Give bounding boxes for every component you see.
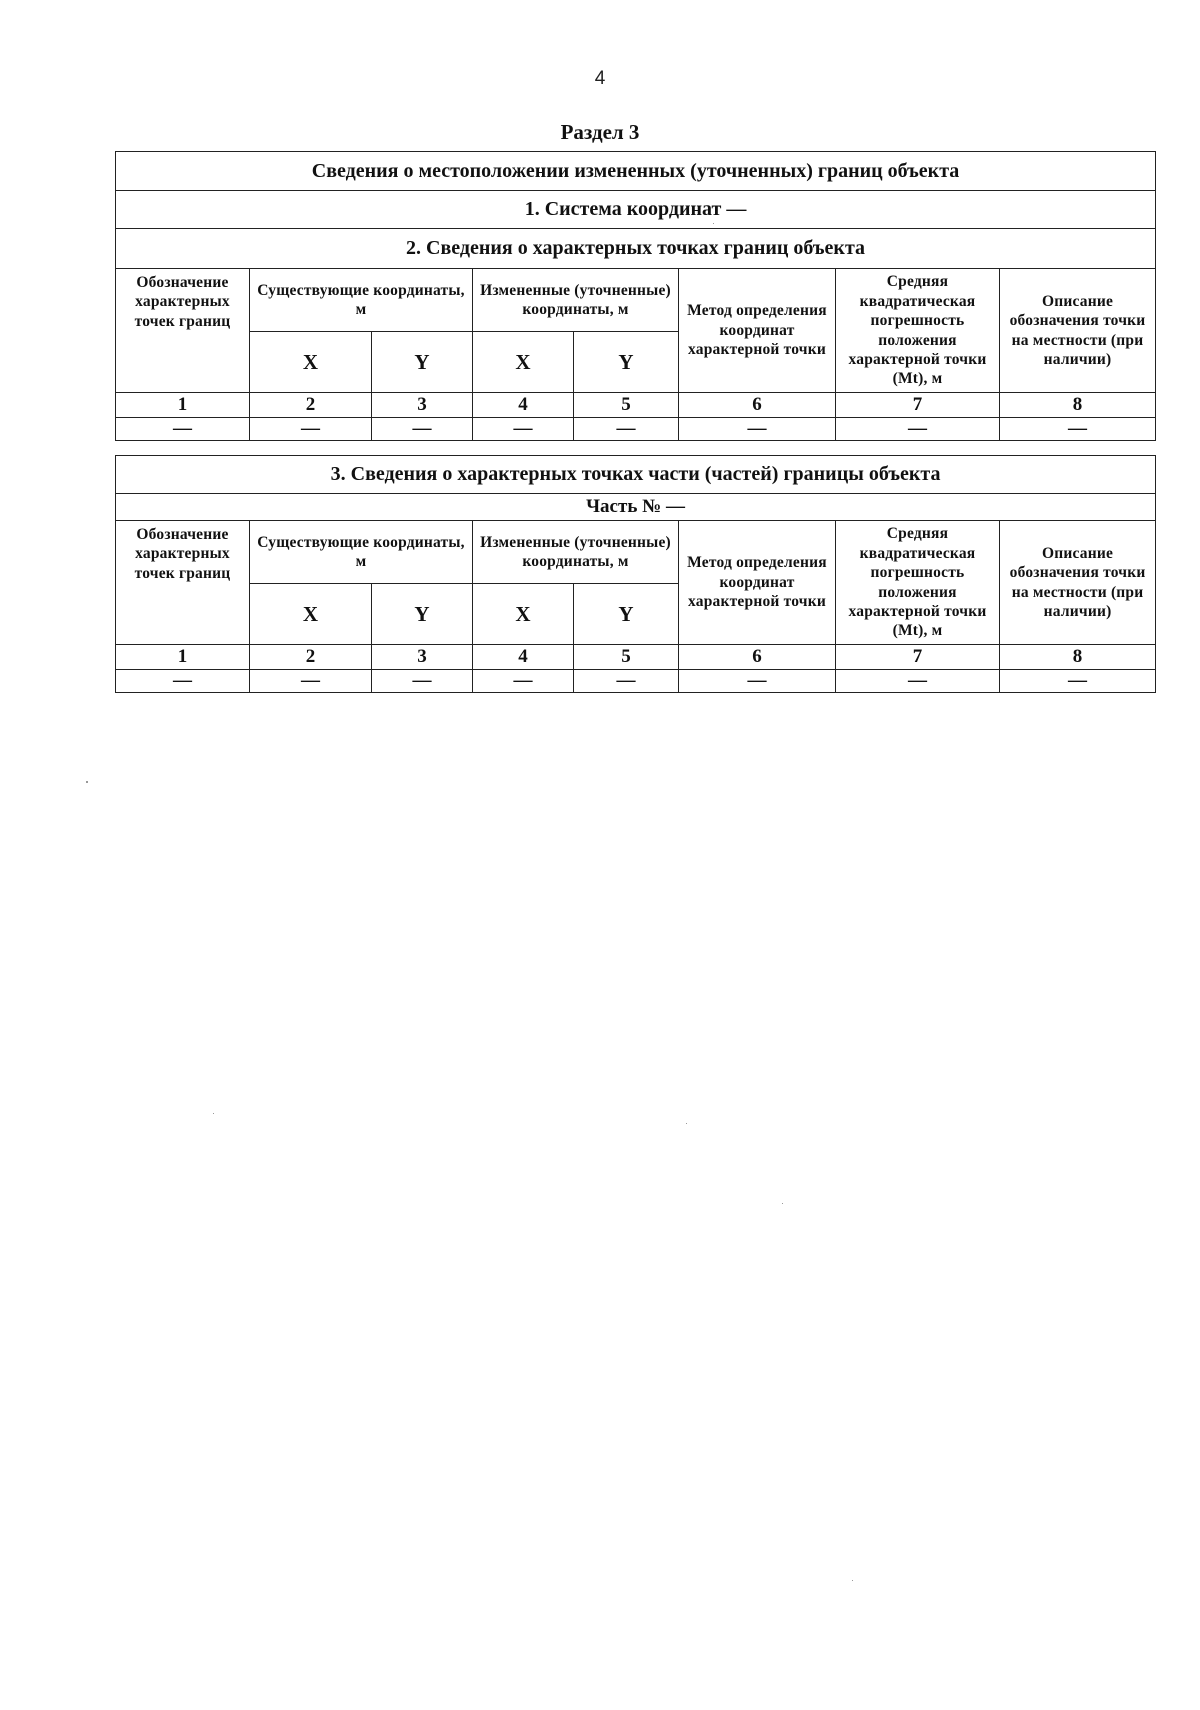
column-number: 2: [250, 393, 372, 418]
table-cell: —: [116, 418, 250, 441]
header-method: Метод определения координат характерной точки: [679, 269, 836, 393]
column-number: 1: [116, 645, 250, 670]
table-cell: —: [574, 670, 679, 693]
column-number: 7: [836, 393, 1000, 418]
table-cell: —: [372, 418, 473, 441]
header-description: Описание обозначения точки на местности (при наличии): [1000, 269, 1156, 393]
column-number: 6: [679, 645, 836, 670]
table-cell: —: [836, 418, 1000, 441]
column-number: 7: [836, 645, 1000, 670]
table-cell: —: [473, 670, 574, 693]
table-row: [116, 670, 1156, 693]
header-existing-coordinates: Существующие координаты, м: [250, 269, 473, 332]
page-number: 4: [594, 68, 606, 89]
header-mean-error: Средняя квадратическая погрешность положения характерной точки (Mt), м: [836, 521, 1000, 645]
header-changed-y: Y: [574, 332, 679, 393]
table-cell: —: [574, 418, 679, 441]
column-number: 3: [372, 393, 473, 418]
header-mean-error: Средняя квадратическая погрешность положения характерной точки (Mt), м: [836, 269, 1000, 393]
header-existing-y: Y: [372, 332, 473, 393]
points-heading-row: 2. Сведения о характерных точках границ объекта: [116, 229, 1156, 269]
header-changed-x: X: [473, 332, 574, 393]
table-cell: —: [473, 418, 574, 441]
coordinate-system-row: 1. Система координат —: [116, 191, 1156, 229]
header-designation: Обозначение характерных точек границ: [116, 269, 250, 393]
table-cell: —: [836, 670, 1000, 693]
column-number-row: [116, 645, 1156, 670]
table-cell: —: [679, 670, 836, 693]
header-existing-x: X: [250, 584, 372, 645]
header-changed-y: Y: [574, 584, 679, 645]
table-row: [116, 418, 1156, 441]
header-changed-coordinates: Измененные (уточненные) координаты, м: [473, 521, 679, 584]
header-existing-coordinates: Существующие координаты, м: [250, 521, 473, 584]
header-description: Описание обозначения точки на местности (при наличии): [1000, 521, 1156, 645]
column-number-row: [116, 393, 1156, 418]
table-cell: —: [679, 418, 836, 441]
column-number: 6: [679, 393, 836, 418]
column-number: 4: [473, 645, 574, 670]
column-number: 8: [1000, 393, 1156, 418]
header-designation: Обозначение характерных точек границ: [116, 521, 250, 645]
boundary-points-table: [115, 151, 1156, 441]
table-cell: —: [1000, 670, 1156, 693]
part-boundary-points-table: [115, 455, 1156, 693]
table-cell: —: [116, 670, 250, 693]
column-number: 2: [250, 645, 372, 670]
column-number: 8: [1000, 645, 1156, 670]
column-number: 3: [372, 645, 473, 670]
column-number: 5: [574, 645, 679, 670]
header-existing-y: Y: [372, 584, 473, 645]
header-existing-x: X: [250, 332, 372, 393]
table-cell: —: [250, 670, 372, 693]
table-cell: —: [372, 670, 473, 693]
header-method: Метод определения координат характерной точки: [679, 521, 836, 645]
header-changed-coordinates: Измененные (уточненные) координаты, м: [473, 269, 679, 332]
part-number-row: Часть № —: [116, 494, 1156, 521]
column-number: 1: [116, 393, 250, 418]
column-number: 5: [574, 393, 679, 418]
table-cell: —: [1000, 418, 1156, 441]
column-number: 4: [473, 393, 574, 418]
table-cell: —: [250, 418, 372, 441]
header-changed-x: X: [473, 584, 574, 645]
part-points-heading-row: 3. Сведения о характерных точках части (частей) границы объекта: [116, 456, 1156, 494]
table-caption: Сведения о местоположении измененных (уточненных) границ объекта: [116, 152, 1156, 191]
section-title: Раздел 3: [560, 120, 640, 144]
